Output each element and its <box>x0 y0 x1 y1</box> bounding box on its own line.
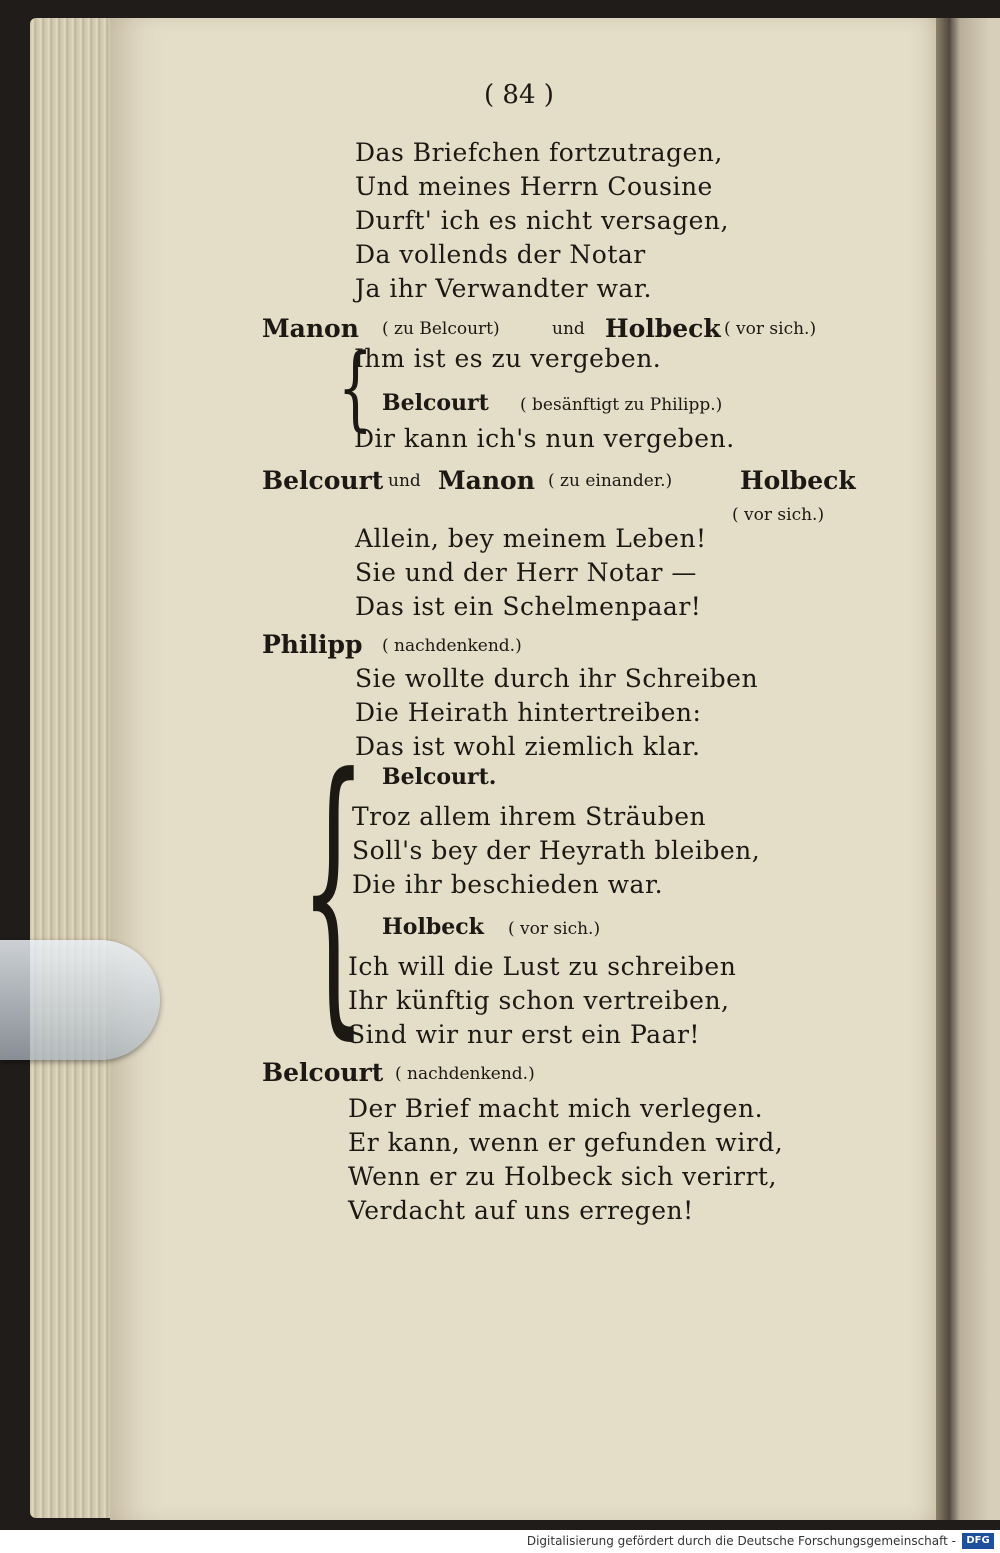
verse-line: Sind wir nur erst ein Paar! <box>348 1020 700 1049</box>
conjunction: und <box>552 319 585 339</box>
page-number: ( 84 ) <box>484 80 554 110</box>
verse-line: Die Heirath hintertreiben: <box>355 698 702 727</box>
dfg-logo[interactable]: DFG <box>962 1533 994 1549</box>
verse-line: Ihm ist es zu vergeben. <box>354 344 662 373</box>
verse-line: Allein, bey meinem Leben! <box>355 524 707 553</box>
speaker-name: Holbeck <box>740 466 856 495</box>
bracket-brace: { <box>300 715 367 1064</box>
stage-direction: ( nachdenkend.) <box>395 1064 535 1084</box>
verse-line: Sie und der Herr Notar — <box>355 558 697 587</box>
verse-line: Ihr künftig schon vertreiben, <box>348 986 730 1015</box>
bracket-brace: { <box>337 334 373 441</box>
speaker-name: Manon <box>262 314 359 343</box>
speaker-name: Manon <box>438 466 535 495</box>
speaker-name: Belcourt <box>382 390 489 416</box>
page-clip <box>0 940 160 1060</box>
verse-line: Durft' ich es nicht versagen, <box>355 206 729 235</box>
stage-direction: ( vor sich.) <box>732 505 825 525</box>
verse-line: Wenn er zu Holbeck sich verirrt, <box>348 1162 777 1191</box>
page-edges <box>30 18 120 1518</box>
speaker-name: Belcourt <box>262 466 384 495</box>
verse-line: Das ist ein Schelmenpaar! <box>355 592 702 621</box>
verse-line: Der Brief macht mich verlegen. <box>348 1094 764 1123</box>
verse-line: Soll's bey der Heyrath bleiben, <box>352 836 761 865</box>
verse-line: Das ist wohl ziemlich klar. <box>355 732 701 761</box>
verse-line: Das Briefchen fortzutragen, <box>355 138 723 167</box>
speaker-name: Holbeck <box>605 314 721 343</box>
next-page-edge <box>950 18 1000 1520</box>
verse-line: Die ihr beschieden war. <box>352 870 664 899</box>
stage-direction: ( vor sich.) <box>724 319 817 339</box>
verse-line: Er kann, wenn er gefunden wird, <box>348 1128 784 1157</box>
footer-bar <box>0 1530 1000 1553</box>
stage-direction: ( besänftigt zu Philipp.) <box>520 395 723 415</box>
conjunction: und <box>388 471 421 491</box>
speaker-name: Holbeck <box>382 914 484 940</box>
stage-direction: ( vor sich.) <box>508 919 601 939</box>
verse-line: Da vollends der Notar <box>355 240 646 269</box>
verse-line: Ja ihr Verwandter war. <box>355 274 652 303</box>
verse-line: Dir kann ich's nun vergeben. <box>354 424 735 453</box>
verse-line: Und meines Herrn Cousine <box>355 172 713 201</box>
speaker-name: Belcourt. <box>382 764 497 790</box>
speaker-name: Philipp <box>262 630 363 659</box>
verse-line: Ich will die Lust zu schreiben <box>348 952 737 981</box>
verse-line: Troz allem ihrem Sträuben <box>352 802 707 831</box>
verse-line: Verdacht auf uns erregen! <box>348 1196 694 1225</box>
speaker-name: Belcourt <box>262 1058 384 1087</box>
verse-line: Sie wollte durch ihr Schreiben <box>355 664 759 693</box>
stage-direction: ( nachdenkend.) <box>382 636 522 656</box>
footer-credit: Digitalisierung gefördert durch die Deutsche Forschungsgemeinschaft - <box>526 1534 956 1548</box>
stage-direction: ( zu einander.) <box>548 471 673 491</box>
stage-direction: ( zu Belcourt) <box>382 319 500 339</box>
